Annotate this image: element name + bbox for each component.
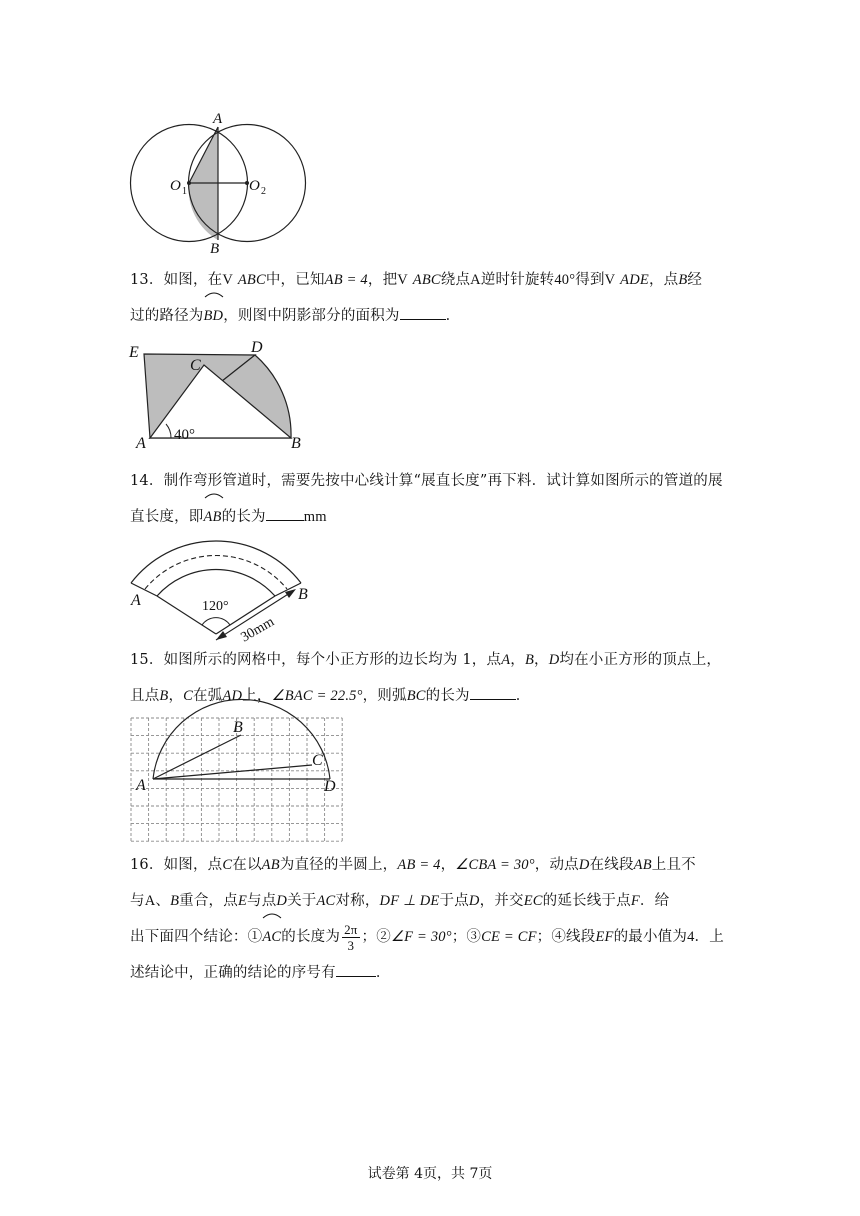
label-b: B	[233, 719, 243, 736]
label-o2-sub: 2	[261, 186, 266, 197]
figure-pipe	[120, 536, 320, 646]
answer-blank-16[interactable]	[336, 962, 376, 977]
label-a: A	[213, 111, 223, 127]
arc-ac: AC	[262, 929, 282, 945]
question-15-line-1: 15．如图所示的网格中，每个小正方形的边长均为 1，点A，B，D均在小正方形的顶点上，	[130, 652, 722, 668]
question-13-line-1: 13．如图，在V ABC中，已知AB = 4，把V ABC绕点A逆时针旋转40°得到V ADE，点B经	[130, 272, 703, 288]
label-a: A	[136, 435, 146, 452]
label-d: D	[324, 778, 336, 795]
page-footer: 试卷第 4页，共 7页	[367, 1166, 493, 1182]
fraction-two-pi-over-three: $\frac{2\pi}{3}$	[344, 921, 358, 953]
question-16-line-2: 与A、B重合，点E与点D关于AC对称，DF ⊥ DE于点D，并交EC的延长线于点F．给	[130, 893, 670, 909]
label-b: B	[291, 435, 301, 452]
question-16	[130, 847, 730, 991]
answer-blank-14[interactable]	[266, 506, 304, 521]
question-14-line-2: 直长度，即 AB的长为 mm	[130, 499, 730, 535]
label-o1: O	[170, 178, 181, 194]
question-16-line-4: 述结论中，正确的结论的序号有 ．	[130, 955, 730, 991]
question-15	[130, 642, 730, 714]
label-o2: O	[249, 178, 260, 194]
label-angle: 40°	[174, 427, 195, 443]
question-13	[130, 262, 730, 334]
label-b: B	[298, 586, 308, 603]
figure-rotation	[125, 338, 315, 454]
label-b: B	[210, 241, 220, 257]
answer-blank-15[interactable]	[470, 685, 516, 700]
label-angle: 120°	[202, 599, 229, 614]
question-16-line-3: 出下面四个结论：① AC的长度为 $\frac{2\pi}{3}$ ；②∠F = 30°；③CE = CF；④线段EF的最小值为4．上	[130, 919, 730, 955]
label-c: C	[190, 357, 201, 374]
label-d: D	[251, 339, 263, 356]
question-14	[130, 463, 730, 535]
label-c: C	[312, 752, 323, 769]
label-a: A	[136, 777, 146, 794]
question-13-line-2: 过的路径为 BD，则图中阴影部分的面积为 ．	[130, 298, 730, 334]
label-e: E	[129, 344, 139, 361]
arc-bd: BD	[203, 308, 224, 324]
label-a: A	[131, 592, 141, 609]
figure-grid	[130, 714, 350, 846]
question-16-line-1: 16．如图，点C在以AB为直径的半圆上，AB = 4，∠CBA = 30°，动点D在线段AB上且不	[130, 857, 696, 873]
answer-blank-13[interactable]	[400, 305, 446, 320]
question-15-line-2: 且点B，C在弧AD上，∠BAC = 22.5°，则弧BC的长为 ．	[130, 678, 730, 714]
arc-ab: AB	[203, 509, 222, 525]
label-o1-sub: 1	[182, 186, 187, 197]
figure-two-circles	[120, 106, 320, 256]
label-length: 30mm	[238, 614, 277, 646]
question-14-line-1: 14．制作弯形管道时，需要先按中心线计算“展直长度”再下料．试计算如图所示的管道的展	[130, 473, 723, 489]
